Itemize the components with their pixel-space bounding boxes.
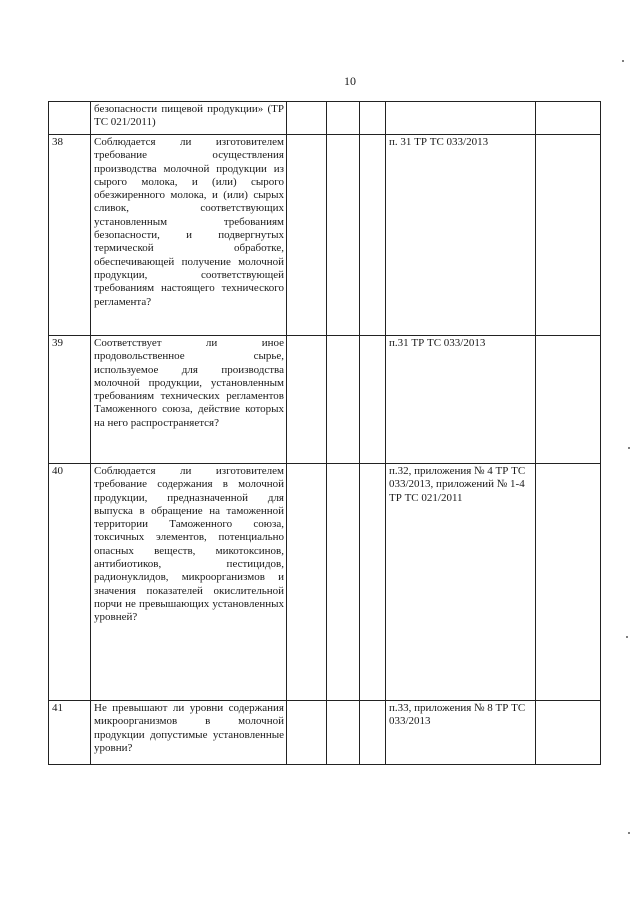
legal-reference: п.32, приложения № 4 ТР ТС 033/2013, приложений № 1-4 ТР ТС 021/2011 <box>386 464 536 701</box>
answer-yes-cell <box>287 701 327 765</box>
note-cell <box>536 102 601 135</box>
table-row <box>49 102 601 135</box>
row-number: 40 <box>49 464 91 701</box>
table-row <box>49 701 601 765</box>
legal-reference: п.31 ТР ТС 033/2013 <box>386 336 536 464</box>
answer-na-cell <box>360 135 386 336</box>
legal-reference: п. 31 ТР ТС 033/2013 <box>386 135 536 336</box>
table-row <box>49 336 601 464</box>
scan-speck <box>628 832 630 834</box>
page-number: 10 <box>344 74 356 88</box>
checklist-table <box>48 101 601 765</box>
scan-speck <box>626 636 628 638</box>
row-number: 39 <box>49 336 91 464</box>
scan-speck <box>628 447 630 449</box>
requirement-text: Соответствует ли иное продовольственное сырье, используемое для производства молочной продукции, установленным требованиям технических регламентов Таможенного союза, действие которых на него распространяется? <box>91 336 287 464</box>
note-cell <box>536 336 601 464</box>
requirement-text: Не превышают ли уровни содержания микроорганизмов в молочной продукции допустимые установленные уровни? <box>91 701 287 765</box>
row-number <box>49 102 91 135</box>
legal-reference <box>386 102 536 135</box>
answer-no-cell <box>327 135 360 336</box>
answer-na-cell <box>360 701 386 765</box>
scan-speck <box>622 60 624 62</box>
requirement-text: Соблюдается ли изготовителем требование содержания в молочной продукции, предназначенной для выпуска в обращение на таможенной территории Таможенного союза, токсичных элементов, потенциально опасных веществ, микотоксинов, антибиотиков, пестицидов, радионуклидов, микроорганизмов и значения показателей окислительной порчи не превышающих установленных уровней? <box>91 464 287 701</box>
requirement-text: Соблюдается ли изготовителем требование осуществления производства молочной продукции из сырого молока, и (или) сырого обезжиренного молока, и (или) сырых сливок, соответствующих установленным требованиям безопасности, и подвергнутых термической обработке, обеспечивающей получение молочной продукции, соответствующей требованиям настоящего технического регламента? <box>91 135 287 336</box>
answer-no-cell <box>327 464 360 701</box>
table-row <box>49 464 601 701</box>
legal-reference: п.33, приложения № 8 ТР ТС 033/2013 <box>386 701 536 765</box>
note-cell <box>536 135 601 336</box>
row-number: 38 <box>49 135 91 336</box>
answer-yes-cell <box>287 336 327 464</box>
answer-no-cell <box>327 701 360 765</box>
answer-yes-cell <box>287 102 327 135</box>
answer-yes-cell <box>287 135 327 336</box>
answer-yes-cell <box>287 464 327 701</box>
requirement-text: безопасности пищевой продукции» (ТР ТС 021/2011) <box>91 102 287 135</box>
note-cell <box>536 701 601 765</box>
answer-no-cell <box>327 336 360 464</box>
table-row <box>49 135 601 336</box>
note-cell <box>536 464 601 701</box>
answer-na-cell <box>360 102 386 135</box>
answer-na-cell <box>360 336 386 464</box>
answer-no-cell <box>327 102 360 135</box>
row-number: 41 <box>49 701 91 765</box>
answer-na-cell <box>360 464 386 701</box>
